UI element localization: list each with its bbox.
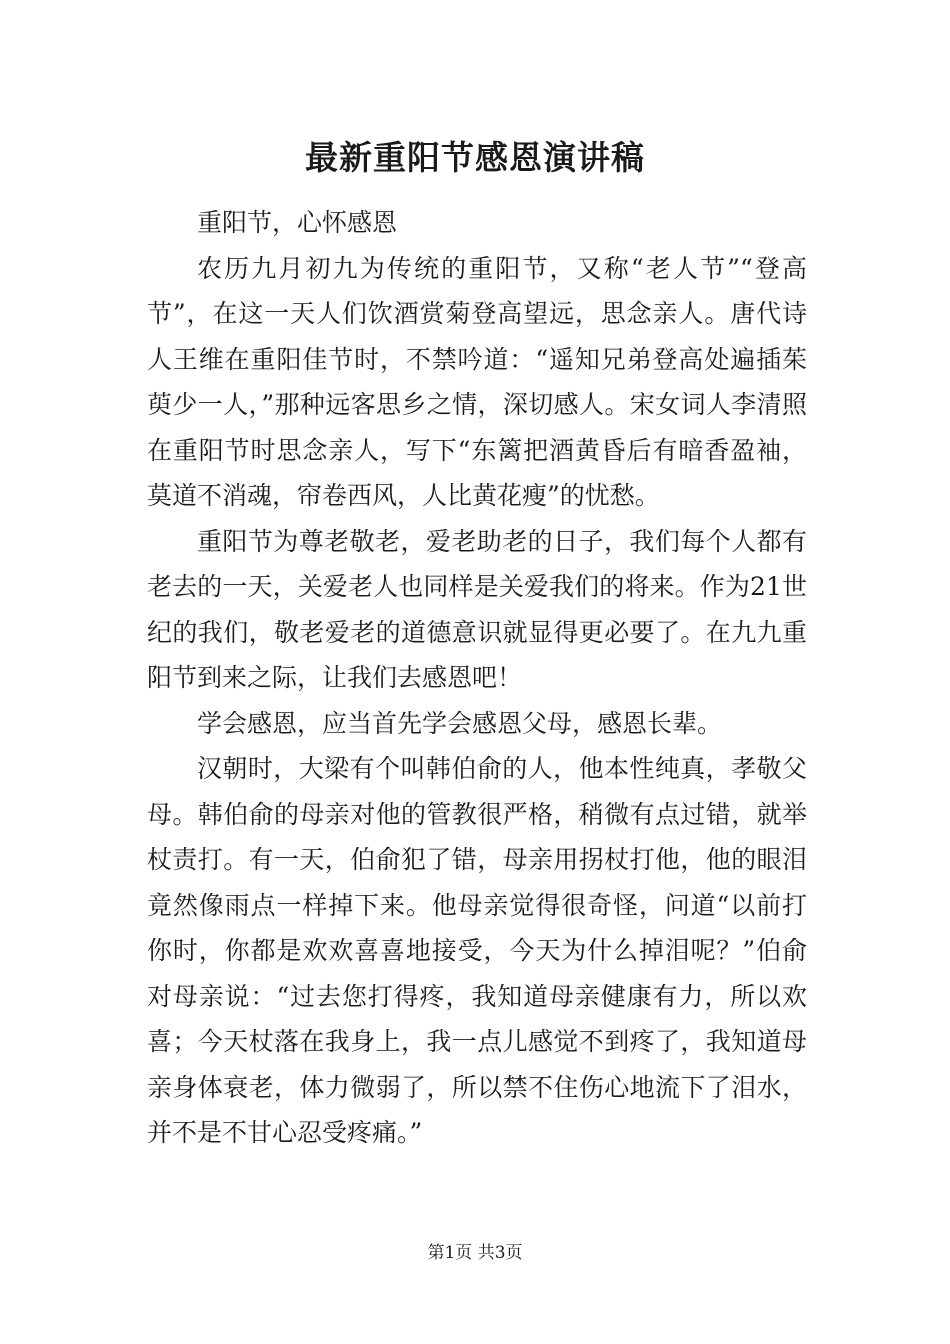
document-body (147, 200, 807, 1156)
paragraph-1: 农历九月初九为传统的重阳节，又称“老人节”“登高节”，在这一天人们饮酒赏菊登高望远，思念亲人。唐代诗人王维在重阳佳节时，不禁吟道：“遥知兄弟登高处遍插茱萸少一人，”那种远客思乡之情，深切感人。宋女词人李清照在重阳节时思念亲人，写下“东篱把酒黄昏后有暗香盈袖，莫道不消魂，帘卷西风，人比黄花瘦”的忧愁。 (147, 253, 807, 510)
document-title: 最新重阳节感恩演讲稿 (305, 138, 645, 177)
paragraph-4: 汉朝时，大梁有个叫韩伯俞的人，他本性纯真，孝敬父母。韩伯俞的母亲对他的管教很严格，稍微有点过错，就举杖责打。有一天，伯俞犯了错，母亲用拐杖打他，他的眼泪竟然像雨点一样掉下来。他母亲觉得很奇怪，问道“以前打你时，你都是欢欢喜喜地接受，今天为什么掉泪呢？”伯俞对母亲说：“过去您打得疼，我知道母亲健康有力，所以欢喜；今天杖落在我身上，我一点儿感觉不到疼了，我知道母亲身体衰老，体力微弱了，所以禁不住伤心地流下了泪水，并不是不甘心忍受疼痛。” (147, 754, 807, 1147)
page-number-footer: 第1页 共3页 (427, 1243, 523, 1263)
section-heading: 重阳节，心怀感恩 (197, 208, 398, 237)
paragraph-3: 学会感恩，应当首先学会感恩父母，感恩长辈。 (197, 708, 723, 738)
paragraph-2: 重阳节为尊老敬老，爱老助老的日子，我们每个人都有老去的一天，关爱老人也同样是关爱我们的将来。作为21世纪的我们，敬老爱老的道德意识就显得更必要了。在九九重阳节到来之际，让我们去感恩吧！ (147, 526, 807, 692)
